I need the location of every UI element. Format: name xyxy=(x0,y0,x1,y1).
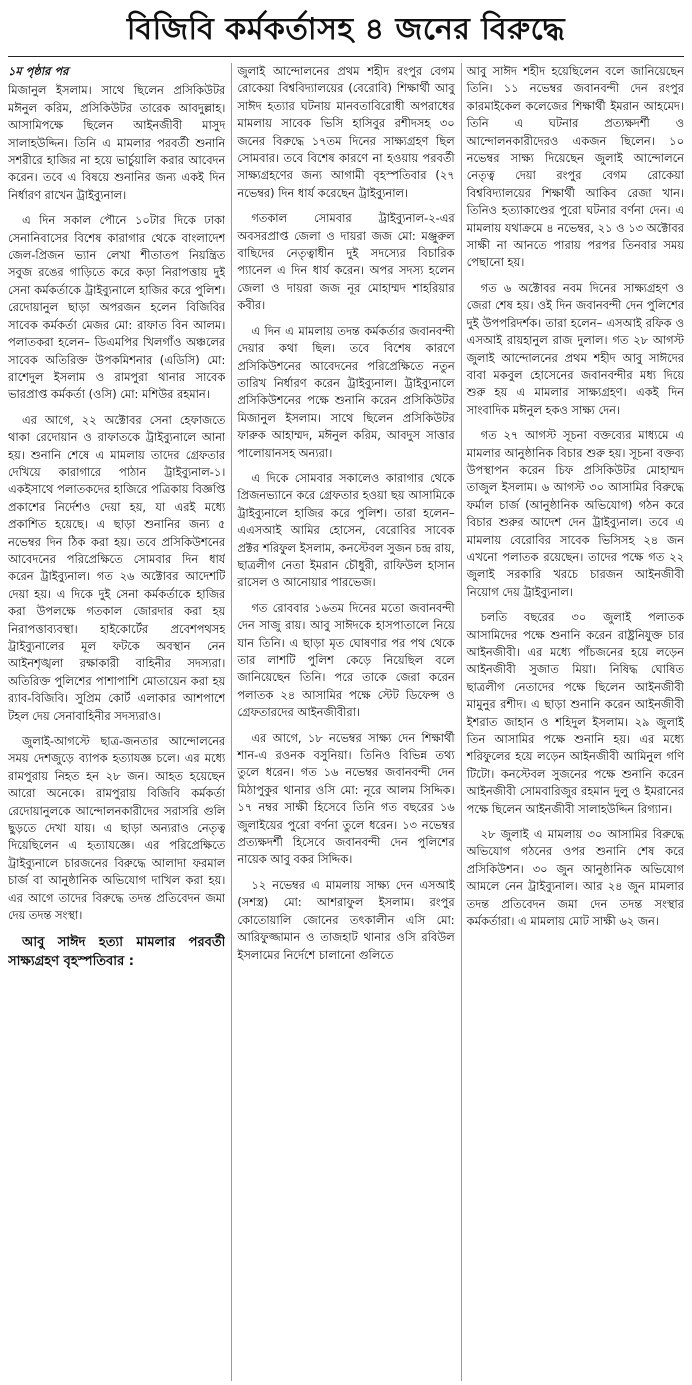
paragraph: গতকাল সোমবার ট্রাইব্যুনাল-২-এর অবসরপ্রাপ্ত জেলা ও দায়রা জজ মো: মঞ্জুরুল বাছিদের নেতৃত্বাধীন দুই সদস্যের বিচারিক প্যানেল এ দিন ধার্য করেন। অপর সদস্য হলেন জেলা ও দায়রা জজ নূর মোহাম্মদ শাহরিয়ার কবীর। xyxy=(237,211,455,313)
paragraph: এর আগে, ১৮ নভেম্বর সাক্ষ্য দেন শিক্ষার্থী শান-এ রওনক বসুনিয়া। তিনিও বিভিন্ন তথ্য তুলে ধরেন। গত ১৬ নভেম্বর জবানবন্দী দেন মিঠাপুকুর থানার ওসি মো: নূরে আলম সিদ্দিক। ১৭ নম্বর সাক্ষী হিসেবে তিনি গত বছরের ১৬ জুলাইয়ের পুরো বর্ণনা তুলে ধরেন। ১৩ নভেম্বর প্রত্যক্ষদর্শী হিসেবে জবানবন্দী দেন পুলিশের নায়েক আবু বকর সিদ্দিক। xyxy=(237,730,455,867)
paragraph: এর আগে, ২২ অক্টোবর সেনা হেফাজতে থাকা রেদোয়ান ও রাফাতকে ট্রাইব্যুনালে আনা হয়। শুনানি শেষে এ মামলায় তাদের গ্রেফতার দেখিয়ে কারাগারে পাঠান ট্রাইব্যুনাল-১। একইসাথে পলাতকদের হাজিরে পত্রিকায় বিজ্ঞপ্তি প্রকাশের নির্দেশও দেয়া হয়, যা এরই মধ্যে প্রকাশিত হয়েছে। এ ছাড়া শুনানির জন্য ৫ নভেম্বর দিন ঠিক করা হয়। তবে প্রসিকিউশনের আবেদনের পরিপ্রেক্ষিতে সোমবার দিন ধার্য করেন ট্রাইব্যুনাল। গত ২৬ অক্টোবর আদেশটি দেয়া হয়। এ দিকে দুই সেনা কর্মকর্তাকে হাজির করা উপলক্ষে গতকাল জোরদার করা হয় নিরাপত্তাব্যবস্থা। হাইকোর্টের প্রবেশপথসহ ট্রাইব্যুনালের মূল ফটকে অবস্থান নেন আইনশৃঙ্খলা রক্ষাকারী বাহিনীর সদস্যরা। অতিরিক্ত পুলিশের পাশাপাশি মোতায়েন করা হয় র‍্যাব-বিজিবি। সুপ্রিম কোর্ট এলাকার আশপাশে টহল দেয় সেনাবাহিনীর সদস্যরাও। xyxy=(8,412,226,723)
headline: বিজিবি কর্মকর্তাসহ ৪ জনের বিরুদ্ধে xyxy=(8,8,684,57)
column-1 xyxy=(8,63,225,1381)
paragraph: জুলাই-আগস্টে ছাত্র-জনতার আন্দোলনের সময় দেশজুড়ে ব্যাপক হত্যাযজ্ঞ চলে। এর মধ্যে রামপুরায় নিহত হন ২৮ জন। আহত হয়েছেন আরো অনেকে। রামপুরায় বিজিবি কর্মকর্তা রেদোয়ানুলকে আন্দোলনকারীদের সরাসরি গুলি ছুড়তে দেখা যায়। এ ছাড়া অন্যরাও নেতৃত্ব দিয়েছিলেন এ হত্যাযজ্ঞে। এর পরিপ্রেক্ষিতে ট্রাইব্যুনালে চারজনের বিরুদ্ধে আলাদা ফরমাল চার্জ বা আনুষ্ঠানিক অভিযোগ দাখিল করা হয়। এর আগে তাদের বিরুদ্ধে তদন্ত প্রতিবেদন জমা দেয় তদন্ত সংস্থা। xyxy=(8,734,226,923)
paragraph: এ দিন এ মামলায় তদন্ত কর্মকর্তার জবানবন্দী দেয়ার কথা ছিল। তবে বিশেষ কারণে প্রসিকিউশনের আবেদনের পরিপ্রেক্ষিতে নতুন তারিখ নির্ধারণ করেন ট্রাইব্যুনাল। ট্রাইব্যুনালে প্রসিকিউশনের পক্ষে শুনানি করেন প্রসিকিউটর মিজানুল ইসলাম। সাথে ছিলেন প্রসিকিউটর ফারুক আহাম্মদ, মঈনুল করিম, আবদুস সাত্তার পালোয়ানসহ অন্যরা। xyxy=(237,323,455,460)
subheading: আবু সাঈদ হত্যা মামলার পরবর্তী সাক্ষ্যগ্রহণ বৃহস্পতিবার : xyxy=(8,934,226,969)
column-3 xyxy=(461,63,684,1381)
paragraph: গত ৬ অক্টোবর নবম দিনের সাক্ষ্যগ্রহণ ও জেরা শেষ হয়। ওই দিন জবানবন্দী দেন পুলিশের দুই উপপরিদর্শক। তারা হলেন– এসআই রফিক ও এসআই রায়হানুল রাজ দুলাল। গত ২৮ আগস্ট জুলাই আন্দোলনের প্রথম শহীদ আবু সাঈদের বাবা মকবুল হোসেনের জবানবন্দীর মধ্য দিয়ে শুরু হয় এ মামলার সাক্ষ্যগ্রহণ। একই দিন সাংবাদিক মঈনুল হকও সাক্ষ্য দেন। xyxy=(466,280,684,417)
paragraph: গত রোববার ১৬তম দিনের মতো জবানবন্দী দেন সাজু রায়। আবু সাঈদকে হাসপাতালে নিয়ে যান তিনি। এ ছাড়া মৃত ঘোষণার পর পথ থেকে তার লাশটি পুলিশ কেড়ে নিয়েছিল বলে জানিয়েছেন তিনি। পরে তাকে জেরা করেন পলাতক ২৪ আসামির পক্ষে স্টেট ডিফেন্স ও গ্রেফতারদের আইনজীবীরা। xyxy=(237,600,455,720)
paragraph: এ দিন সকাল পৌনে ১০টার দিকে ঢাকা সেনানিবাসের বিশেষ কারাগার থেকে বাংলাদেশ জেল-প্রিজন ভ্যান লেখা শীতাতপ নিয়ন্ত্রিত সবুজ রঙের গাড়িতে করে কড়া নিরাপত্তায় দুই সেনা কর্মকর্তাকে ট্রাইব্যুনালে হাজির করে পুলিশ। রেদোয়ানুল ছাড়া অপরজন হলেন বিজিবির সাবেক কর্মকর্তা মেজর মো: রাফাত বিন আলম। পলাতকরা হলেন– ডিএমপির খিলগাঁও অঞ্চলের সাবেক অতিরিক্ত উপকমিশনার (এডিসি) মো: রাশেদুল ইসলাম ও রামপুরা থানার সাবেক ভারপ্রাপ্ত কর্মকর্তা (ওসি) মো: মশিউর রহমান। xyxy=(8,213,226,402)
paragraph: ১২ নভেম্বর এ মামলায় সাক্ষ্য দেন এসআই (সশস্ত্র) মো: আশরাফুল ইসলাম। রংপুর কোতোয়ালি জোনের তৎকালীন এসি মো: আরিফুজ্জামান ও তাজহাট থানার ওসি রবিউল ইসলামের নির্দেশে চালানো গুলিতে xyxy=(237,877,455,962)
paragraph: মিজানুল ইসলাম। সাথে ছিলেন প্রসিকিউটর মঈনুল করিম, প্রসিকিউটর তারেক আবদুল্লাহ। আসামিপক্ষে ছিলেন আইনজীবী মাসুদ সালাহউদ্দিন। তিনি এ মামলার পরবর্তী শুনানি সশরীরে হাজির না হয়ে ভার্চুয়ালি করার আবেদন করেন। তবে এ বিষয়ে শুনানির জন্য একই দিন নির্ধারণ রাখেন ট্রাইব্যুনাল। xyxy=(8,83,226,202)
paragraph: গত ২৭ আগস্ট সূচনা বক্তব্যের মাধ্যমে এ মামলার আনুষ্ঠানিক বিচার শুরু হয়। সূচনা বক্তব্য উপস্থাপন করেন চিফ প্রসিকিউটর মোহাম্মদ তাজুল ইসলাম। ৬ আগস্ট ৩০ আসামির বিরুদ্ধে ফর্মাল চার্জ (আনুষ্ঠানিক অভিযোগ) গঠন করে বিচার শুরুর আদেশ দেন ট্রাইব্যুনাল। তবে এ মামলায় বেরোবির সাবেক ভিসিসহ ২৪ জন এখনো পলাতক রয়েছেন। তাদের পক্ষে গত ২২ জুলাই সরকারি খরচে চারজন আইনজীবী নিয়োগ দেয় ট্রাইব্যুনাল। xyxy=(466,428,684,599)
continuation-kicker: ১ম পৃষ্ঠার পর xyxy=(8,64,69,78)
paragraph: আবু সাঈদ শহীদ হয়েছিলেন বলে জানিয়েছেন তিনি। ১১ নভেম্বর জবানবন্দী দেন রংপুর কারমাইকেল কলেজের শিক্ষার্থী ইমরান আহমেদ। তিনি এ ঘটনার প্রত্যক্ষদর্শী ও আন্দোলনকারীদেরও একজন ছিলেন। ১০ নভেম্বর সাক্ষ্য দিয়েছেন জুলাই আন্দোলনে নেতৃত্ব দেয়া রংপুর বেগম রোকেয়া বিশ্ববিদ্যালয়ের শিক্ষার্থী আকিব রেজা খান। তিনিও হত্যাকাণ্ডের পুরো ঘটনার বর্ণনা দেন। এ মামলায় যথাক্রমে ৪ নভেম্বর, ২১ ও ১৩ অক্টোবর সাক্ষী না আনতে পারায় পরপর তিনবার সময় পেছানো হয়। xyxy=(466,64,684,270)
article-columns xyxy=(8,63,684,1381)
paragraph: ২৮ জুলাই এ মামলায় ৩০ আসামির বিরুদ্ধে অভিযোগ গঠনের ওপর শুনানি শেষ করে প্রসিকিউশন। ৩০ জুন আনুষ্ঠানিক অভিযোগ আমলে নেন ট্রাইব্যুনাল। আর ২৪ জুন মামলার তদন্ত প্রতিবেদন জমা দেন তদন্ত সংস্থার কর্মকর্তারা। এ মামলায় মোট সাক্ষী ৬২ জন। xyxy=(466,827,684,929)
paragraph: চলতি বছরের ৩০ জুলাই পলাতক আসামিদের পক্ষে শুনানি করেন রাষ্ট্রনিযুক্ত চার আইনজীবী। এর মধ্যে পাঁচজনের হয়ে লড়েন আইনজীবী সুজাত মিয়া। নিষিদ্ধ ঘোষিত ছাত্রলীগ নেতাদের পক্ষে ছিলেন আইনজীবী মামুনুর রশীদ। এ ছাড়া শুনানি করেন আইনজীবী ইশরাত জাহান ও শহিদুল ইসলাম। ২৯ জুলাই তিন আসামির পক্ষে শুনানি হয়। এর মধ্যে শরিফুলের হয়ে লড়েন আইনজীবী আমিনুল গণি টিটো। কনস্টেবল সুজনের পক্ষে শুনানি করেন আইনজীবী সোমবারিজুর রহমান দুলু ও ইমরানের পক্ষে ছিলেন আইনজীবী সালাহউদ্দিন রিগ্যান। xyxy=(466,610,684,816)
column-2 xyxy=(231,63,454,1381)
paragraph: জুলাই আন্দোলনের প্রথম শহীদ রংপুর বেগম রোকেয়া বিশ্ববিদ্যালয়ের (বেরোবি) শিক্ষার্থী আবু সাঈদ হত্যার ঘটনায় মানবতাবিরোধী অপরাধের মামলায় সাবেক ভিসি হাসিবুর রশীদসহ ৩০ জনের বিরুদ্ধে ১৭তম দিনের সাক্ষ্যগ্রহণ ছিল সোমবার। তবে বিশেষ কারণে না হওয়ায় পরবর্তী সাক্ষ্যগ্রহণের জন্য আগামী বৃহস্পতিবার (২৭ নভেম্বর) দিন ধার্য করেছেন ট্রাইব্যুনাল। xyxy=(237,64,455,200)
paragraph: এ দিকে সোমবার সকালেও কারাগার থেকে প্রিজনভ্যানে করে গ্রেফতার হওয়া ছয় আসামিকে ট্রাইব্যুনালে হাজির করে পুলিশ। তারা হলেন– এএসআই আমির হোসেন, বেরোবির সাবেক প্রক্টর শরিফুল ইসলাম, কনস্টেবল সুজন চন্দ্র রায়, ছাত্রলীগ নেতা ইমরান চৌধুরী, রাফিউল হাসান রাসেল ও আনোয়ার পারভেজ। xyxy=(237,470,455,590)
